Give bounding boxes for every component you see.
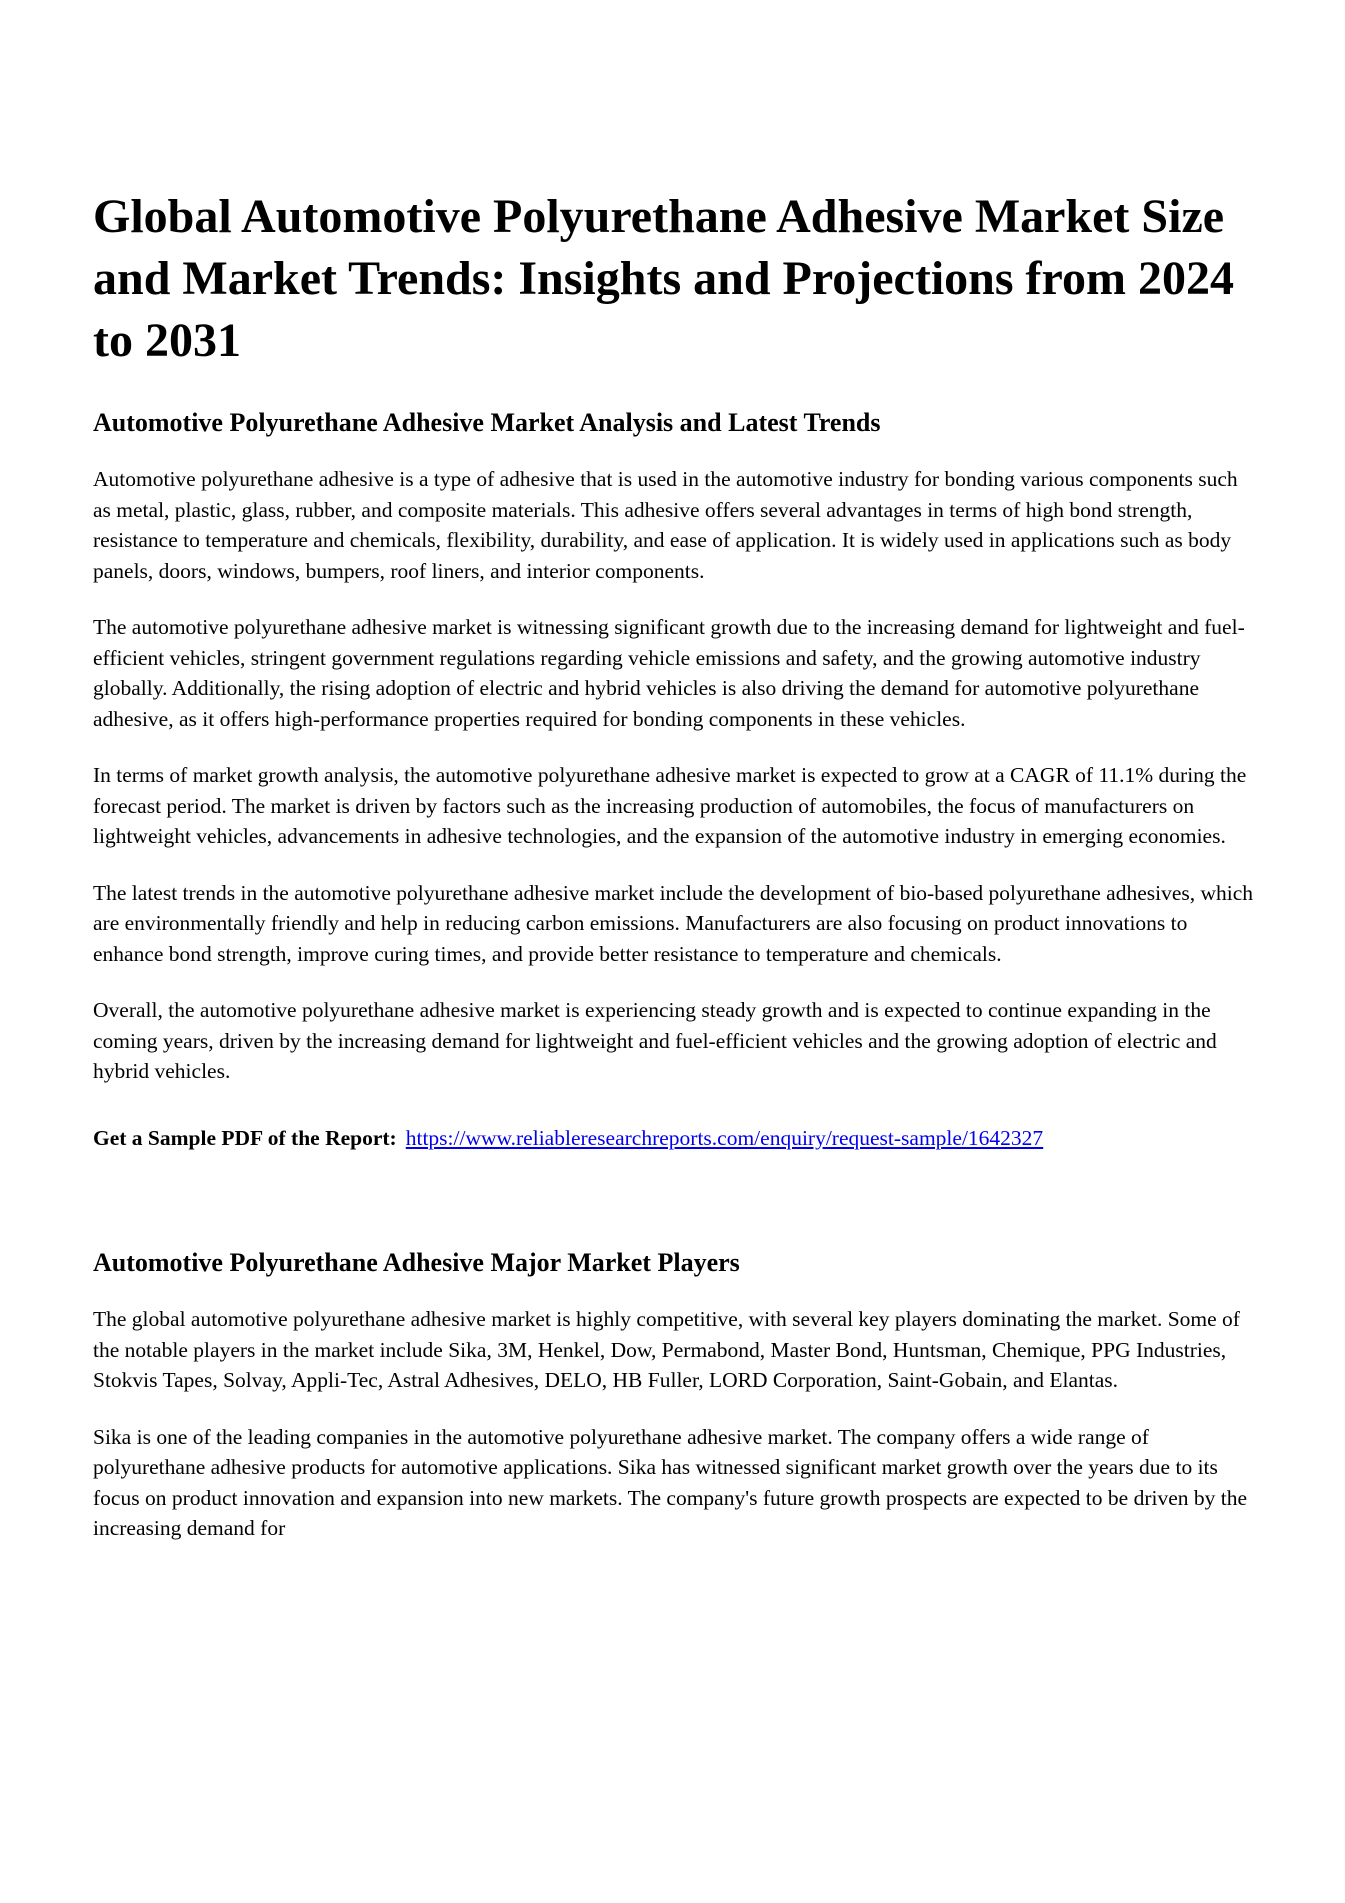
analysis-paragraph-3: In terms of market growth analysis, the automotive polyurethane adhesive market is expected to grow at a CAGR of 11.1% during the forecast period. The market is driven by factors such as the increasing production of automobiles, the focus of manufacturers on lightweight vehicles, advancements in adhesive technologies, and the expansion of the automotive industry in emerging economies.: [93, 763, 1247, 848]
sample-request-link[interactable]: https://www.reliableresearchreports.com/enquiry/request-sample/1642327: [405, 1125, 1044, 1150]
page-title: Global Automotive Polyurethane Adhesive Market Size and Market Trends: Insights and Projections from 2024 to 2031: [93, 190, 1234, 367]
analysis-paragraph-4: The latest trends in the automotive polyurethane adhesive market include the development of bio-based polyurethane adhesives, which are environmentally friendly and help in reducing carbon emissions. Manufacturers are also focusing on product innovations to enhance bond strength, improve curing times, and provide better resistance to temperature and chemicals.: [93, 880, 1254, 966]
analysis-paragraph-5: Overall, the automotive polyurethane adhesive market is experiencing steady growth and is expected to continue expanding in the coming years, driven by the increasing demand for lightweight and fuel-efficient vehicles and the growing adoption of electric and hybrid vehicles.: [93, 998, 1217, 1083]
players-paragraph-2: Sika is one of the leading companies in the automotive polyurethane adhesive market. The company offers a wide range of polyurethane adhesive products for automotive applications. Sika has witnessed significant market growth over the years due to its focus on product innovation and expansion into new markets. The company's future growth prospects are expected to be driven by the increasing demand for: [93, 1424, 1248, 1540]
section-heading-players: Automotive Polyurethane Adhesive Major Market Players: [93, 1248, 740, 1277]
sample-cta-label: Get a Sample PDF of the Report:: [93, 1125, 397, 1150]
analysis-paragraph-1: Automotive polyurethane adhesive is a type of adhesive that is used in the automotive industry for bonding various components such as metal, plastic, glass, rubber, and composite materials. This adhesive offers several advantages in terms of high bond strength, resistance to temperature and chemicals, flexibility, durability, and ease of application. It is widely used in applications such as body panels, doors, windows, bumpers, roof liners, and interior components.: [93, 467, 1238, 583]
analysis-paragraph-2: The automotive polyurethane adhesive market is witnessing significant growth due to the increasing demand for lightweight and fuel-efficient vehicles, stringent government regulations regarding vehicle emissions and safety, and the growing automotive industry globally. Additionally, the rising adoption of electric and hybrid vehicles is also driving the demand for automotive polyurethane adhesive, as it offers high-performance properties required for bonding components in these vehicles.: [93, 615, 1245, 731]
sample-cta-line: [93, 1123, 1255, 1154]
section-heading-analysis: Automotive Polyurethane Adhesive Market Analysis and Latest Trends: [93, 408, 881, 437]
players-paragraph-1: The global automotive polyurethane adhesive market is highly competitive, with several key players dominating the market. Some of the notable players in the market include Sika, 3M, Henkel, Dow, Permabond, Master Bond, Huntsman, Chemique, PPG Industries, Stokvis Tapes, Solvay, Appli-Tec, Astral Adhesives, DELO, HB Fuller, LORD Corporation, Saint-Gobain, and Elantas.: [93, 1307, 1240, 1392]
